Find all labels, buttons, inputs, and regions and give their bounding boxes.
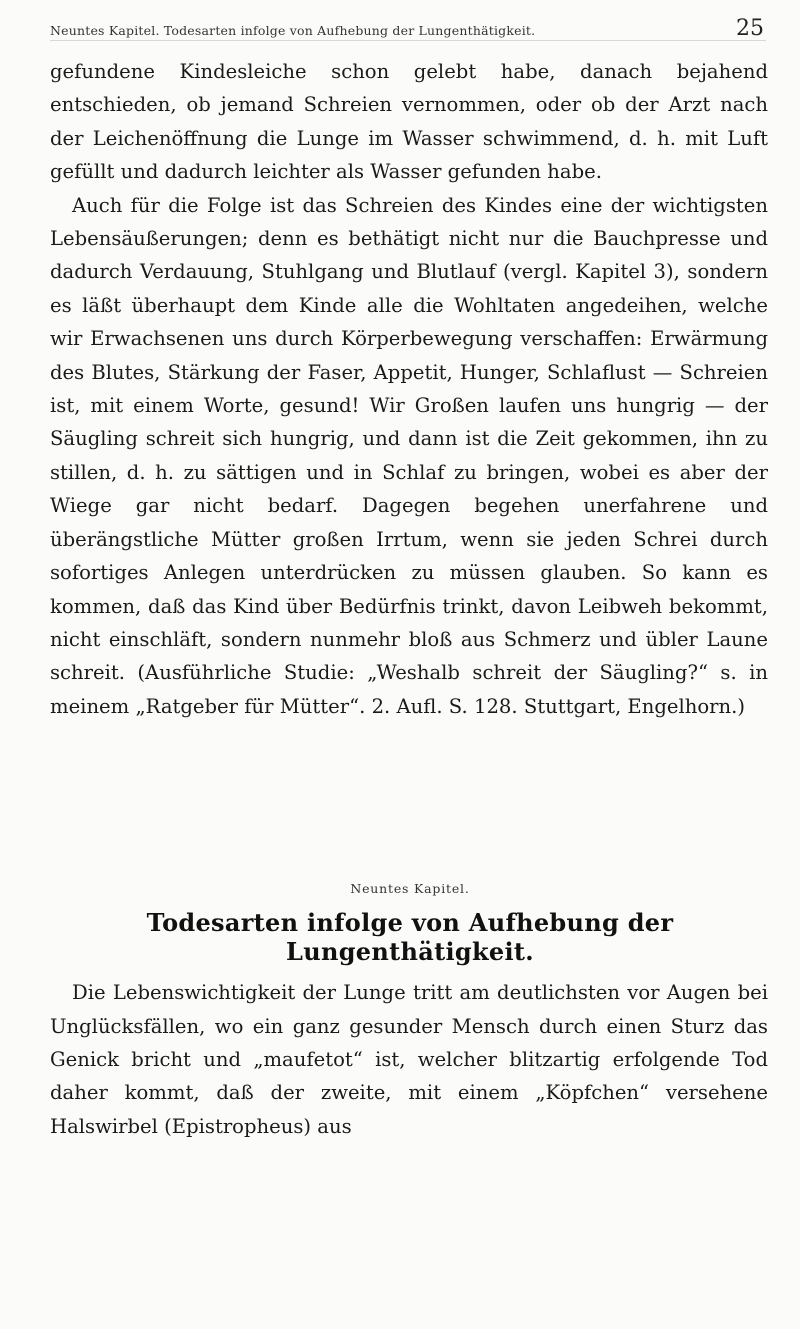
body-text xyxy=(50,55,768,723)
running-head-title: Neuntes Kapitel. Todesarten infolge von Aufhebung der Lungenthätigkeit. xyxy=(50,23,536,38)
chapter-body xyxy=(50,976,768,1143)
paragraph-continued: gefundene Kindesleiche schon gelebt habe, danach bejahend entschieden, ob jemand Schreien vernommen, oder ob der Arzt nach der Leichenöffnung die Lunge im Wasser schwimmend, d. h. mit Luft gefüllt und dadurch leichter als Wasser gefunden habe. xyxy=(50,60,768,184)
paragraph-screaming: Auch für die Folge ist das Schreien des Kindes eine der wichtigsten Lebensäußerungen; denn es bethätigt nicht nur die Bauchpresse und dadurch Verdauung, Stuhlgang und Blutlauf (vergl. Kapitel 3), sondern es läßt überhaupt dem Kinde alle die Wohltaten angedeihen, welche wir Erwachsenen uns durch Körperbewegung verschaffen: Erwärmung des Blutes, Stärkung der Faser, Appetit, Hunger, Schlaflust — Schreien ist, mit einem Worte, gesund! Wir Großen laufen uns hungrig — der Säugling schreit sich hungrig, und dann ist die Zeit gekommen, ihn zu stillen, d. h. zu sättigen und in Schlaf zu bringen, wobei es aber der Wiege gar nicht bedarf. Dagegen begehen unerfahrene und überängstliche Mütter großen Irrtum, wenn sie jeden Schrei durch sofortiges Anlegen unterdrücken zu müssen glauben. So kann es kommen, daß das Kind über Bedürfnis trinkt, davon Leibweh bekommt, nicht einschläft, sondern nunmehr bloß aus Schmerz und übler Laune schreit. (Ausführliche Studie: „Weshalb schreit der Säugling?“ s. in meinem „Ratgeber für Mütter“. 2. Aufl. S. 128. Stuttgart, Engelhorn.) xyxy=(50,193,768,718)
chapter-label: Neuntes Kapitel. xyxy=(350,881,470,897)
chapter-title: Todesarten infolge von Aufhebung der Lungenthätigkeit. xyxy=(146,908,674,967)
running-head xyxy=(50,16,766,41)
chapter-paragraph: Die Lebenswichtigkeit der Lunge tritt am deutlichsten vor Augen bei Unglücksfällen, wo ein ganz gesunder Mensch durch einen Sturz das Genick bricht und „maufetot“ ist, welcher blitzartig erfolgende Tod daher kommt, daß der zweite, mit einem „Köpfchen“ versehene Halswirbel (Epistropheus) aus xyxy=(50,981,768,1138)
page-number: 25 xyxy=(736,16,764,41)
